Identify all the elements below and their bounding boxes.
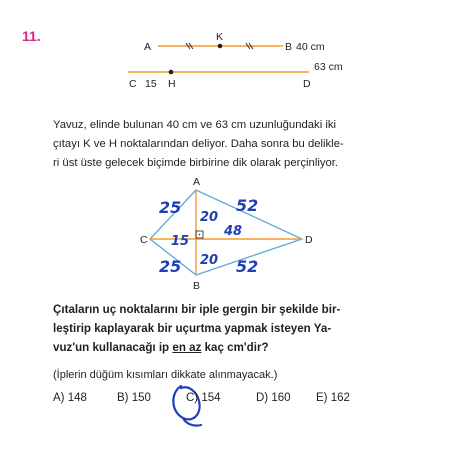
label-c-bottom: C bbox=[129, 78, 137, 90]
rod-bottom-length: 63 cm bbox=[314, 61, 343, 73]
hw-ad: 52 bbox=[236, 196, 259, 215]
option-a[interactable]: A) 148 bbox=[53, 392, 87, 404]
option-d[interactable]: D) 160 bbox=[256, 392, 291, 404]
hw-ck: 15 bbox=[171, 234, 190, 249]
kite-label-a: A bbox=[193, 176, 201, 188]
option-e[interactable]: E) 162 bbox=[316, 392, 350, 404]
label-k: K bbox=[216, 31, 224, 43]
note-text: (İplerin düğüm kısımları dikkate alınmayacak.) bbox=[53, 369, 278, 381]
hw-ca: 25 bbox=[159, 198, 182, 217]
point-h bbox=[169, 70, 174, 75]
question-text bbox=[53, 300, 433, 357]
option-c[interactable]: C) 154 bbox=[186, 392, 221, 404]
point-k bbox=[218, 44, 223, 49]
label-b-top: B bbox=[285, 41, 293, 53]
paragraph-line: ri üst üste gelecek biçimde birbirine dik olarak perçinliyor. bbox=[53, 157, 339, 169]
paragraph-line: Yavuz, elinde bulunan 40 cm ve 63 cm uzunluğundaki iki bbox=[53, 119, 337, 131]
label-c-segment: 15 bbox=[145, 78, 157, 90]
option-b[interactable]: B) 150 bbox=[117, 392, 151, 404]
question-line: Çıtaların uç noktalarını bir iple gergin bir şekilde bir- bbox=[53, 303, 341, 316]
kite-diagram bbox=[140, 176, 313, 292]
paragraph-line: çıtayı K ve H noktalarından deliyor. Daha sonra bu delikle- bbox=[53, 138, 344, 150]
label-h: H bbox=[168, 78, 176, 90]
problem-paragraph bbox=[53, 116, 425, 173]
hw-ka: 20 bbox=[200, 210, 219, 225]
kite-label-c: C bbox=[140, 234, 148, 246]
rod-top-length: 40 cm bbox=[296, 41, 325, 53]
hw-kd: 48 bbox=[224, 224, 243, 239]
hw-bd: 52 bbox=[236, 257, 259, 276]
question-line: vuz'un kullanacağı ip en az kaç cm'dir? bbox=[53, 341, 269, 354]
label-a-top: A bbox=[144, 41, 152, 53]
kite-label-b: B bbox=[193, 280, 201, 292]
hw-kb: 20 bbox=[200, 253, 219, 268]
kite-label-d: D bbox=[305, 234, 313, 246]
hw-cb: 25 bbox=[159, 257, 182, 276]
label-d-bottom: D bbox=[303, 78, 311, 90]
question-number: 11. bbox=[22, 28, 41, 44]
underlined-en-az: en az bbox=[172, 341, 202, 354]
question-line: leştirip kaplayarak bir uçurtma yapmak isteyen Ya- bbox=[53, 322, 332, 335]
